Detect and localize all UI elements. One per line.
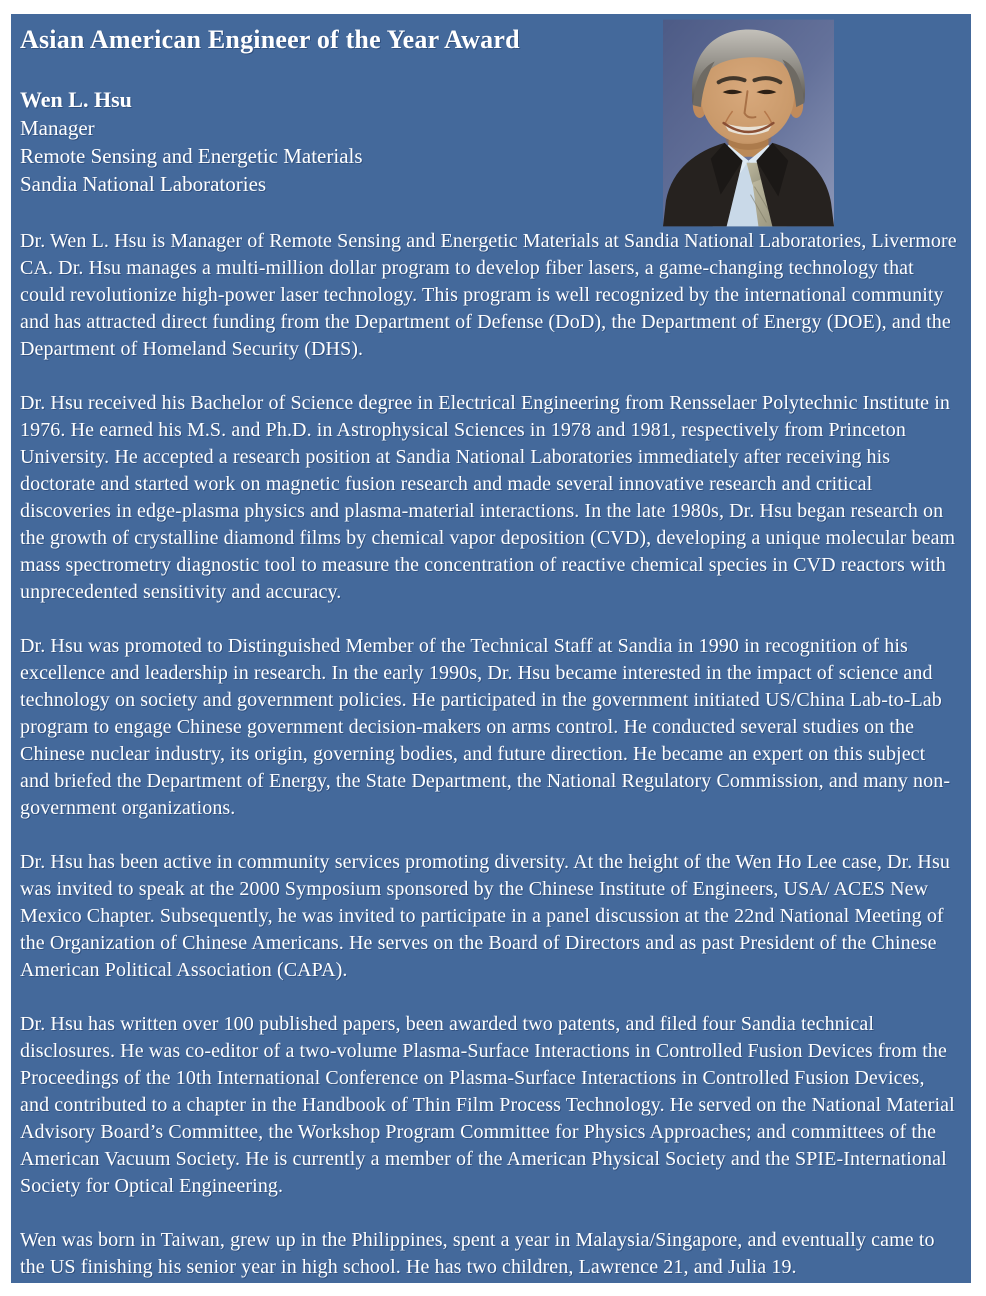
award-title: Asian American Engineer of the Year Award bbox=[20, 25, 520, 54]
name-block bbox=[20, 86, 640, 198]
person-department: Remote Sensing and Energetic Materials bbox=[20, 144, 363, 168]
person-job-title: Manager bbox=[20, 116, 95, 140]
bio-paragraph: Dr. Hsu received his Bachelor of Science degree in Electrical Engineering from Rensselaer Polytechnic Institute in 1976. He earned his M.S. and Ph.D. in Astrophysical Sciences in 1978 and 1981, respectively from Princeton University. He accepted a research position at Sandia National Laboratories immediately after receiving his doctorate and started work on magnetic fusion research and made several innovative research and critical discoveries in edge-plasma physics and plasma-material interactions. In the late 1980s, Dr. Hsu began research on the growth of crystalline diamond films by chemical vapor deposition (CVD), developing a unique molecular beam mass spectrometry diagnostic tool to measure the concentration of reactive chemical species in CVD reactors with unprecedented sensitivity and accuracy. bbox=[20, 392, 956, 603]
bio-paragraph: Dr. Hsu was promoted to Distinguished Member of the Technical Staff at Sandia in 1990 in recognition of his excellence and leadership in research. In the early 1990s, Dr. Hsu became interested in the impact of science and technology on society and government policies. He participated in the government initiated US/China Lab-to-Lab program to engage Chinese government decision-makers on arms control. He conducted several studies on the Chinese nuclear industry, its origin, governing bodies, and future direction. He became an expert on this subject and briefed the Department of Energy, the State Department, the National Regulatory Commission, and many non-government organizations. bbox=[20, 635, 951, 819]
portrait-photo bbox=[663, 19, 834, 227]
award-bio-panel bbox=[11, 14, 971, 1283]
bio-paragraph: Dr. Wen L. Hsu is Manager of Remote Sensing and Energetic Materials at Sandia National Laboratories, Livermore CA. Dr. Hsu manages a multi-million dollar program to develop fiber lasers, a game-changing technology that could revolutionize high-power laser technology. This program is well recognized by the international community and has attracted direct funding from the Department of Defense (DoD), the Department of Energy (DOE), and the Department of Homeland Security (DHS). bbox=[20, 230, 957, 360]
person-name: Wen L. Hsu bbox=[20, 87, 132, 112]
biography-section bbox=[20, 228, 957, 1281]
person-organization: Sandia National Laboratories bbox=[20, 172, 267, 196]
bio-paragraph: Dr. Hsu has been active in community services promoting diversity. At the height of the Wen Ho Lee case, Dr. Hsu was invited to speak at the 2000 Symposium sponsored by the Chinese Institute of Engineers, USA/ ACES New Mexico Chapter. Subsequently, he was invited to participate in a panel discussion at the 22nd National Meeting of the Organization of Chinese Americans. He serves on the Board of Directors and as past President of the Chinese American Political Association (CAPA). bbox=[20, 851, 950, 981]
header-section bbox=[20, 24, 959, 198]
bio-paragraph: Wen was born in Taiwan, grew up in the Philippines, spent a year in Malaysia/Singapore, and eventually came to the US finishing his senior year in high school. He has two children, Lawrence 21, and Julia 19. bbox=[20, 1229, 935, 1278]
bio-paragraph: Dr. Hsu has written over 100 published papers, been awarded two patents, and filed four Sandia technical disclosures. He was co-editor of a two-volume Plasma-Surface Interactions in Controlled Fusion Devices from the Proceedings of the 10th International Conference on Plasma-Surface Interactions in Controlled Fusion Devices, and contributed to a chapter in the Handbook of Thin Film Process Technology. He served on the National Material Advisory Board’s Committee, the Workshop Program Committee for Physics Approaches; and committees of the American Vacuum Society. He is currently a member of the American Physical Society and the SPIE-International Society for Optical Engineering. bbox=[20, 1013, 955, 1197]
portrait-image bbox=[663, 19, 834, 227]
